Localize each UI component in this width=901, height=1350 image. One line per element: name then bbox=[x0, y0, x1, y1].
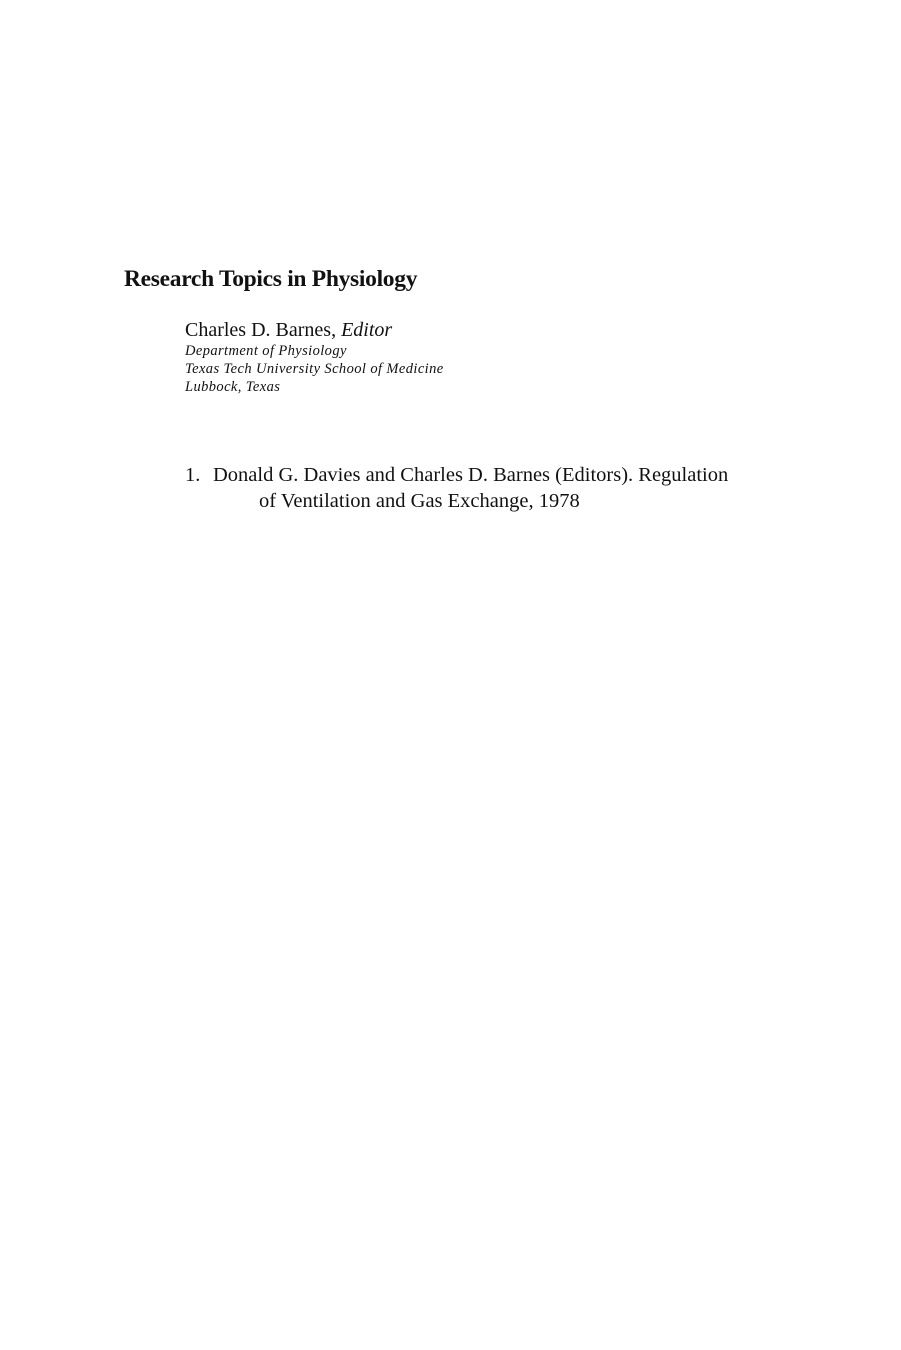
editor-block bbox=[185, 318, 444, 396]
volume-number: 1. bbox=[185, 464, 201, 486]
volume-list bbox=[185, 463, 805, 514]
volume-text-line1: Donald G. Davies and Charles D. Barnes (Editors). Regulation bbox=[213, 464, 729, 486]
affiliation-location: Lubbock, Texas bbox=[185, 379, 281, 395]
editor-line bbox=[185, 318, 444, 342]
editor-role: Editor bbox=[341, 319, 393, 341]
affiliation-school: Texas Tech University School of Medicine bbox=[185, 361, 444, 377]
affiliation-department: Department of Physiology bbox=[185, 343, 347, 359]
series-title: Research Topics in Physiology bbox=[124, 266, 418, 292]
editor-name: Charles D. Barnes, bbox=[185, 319, 337, 341]
volume-entry bbox=[185, 463, 805, 514]
volume-text-line2: of Ventilation and Gas Exchange, 1978 bbox=[259, 489, 580, 512]
